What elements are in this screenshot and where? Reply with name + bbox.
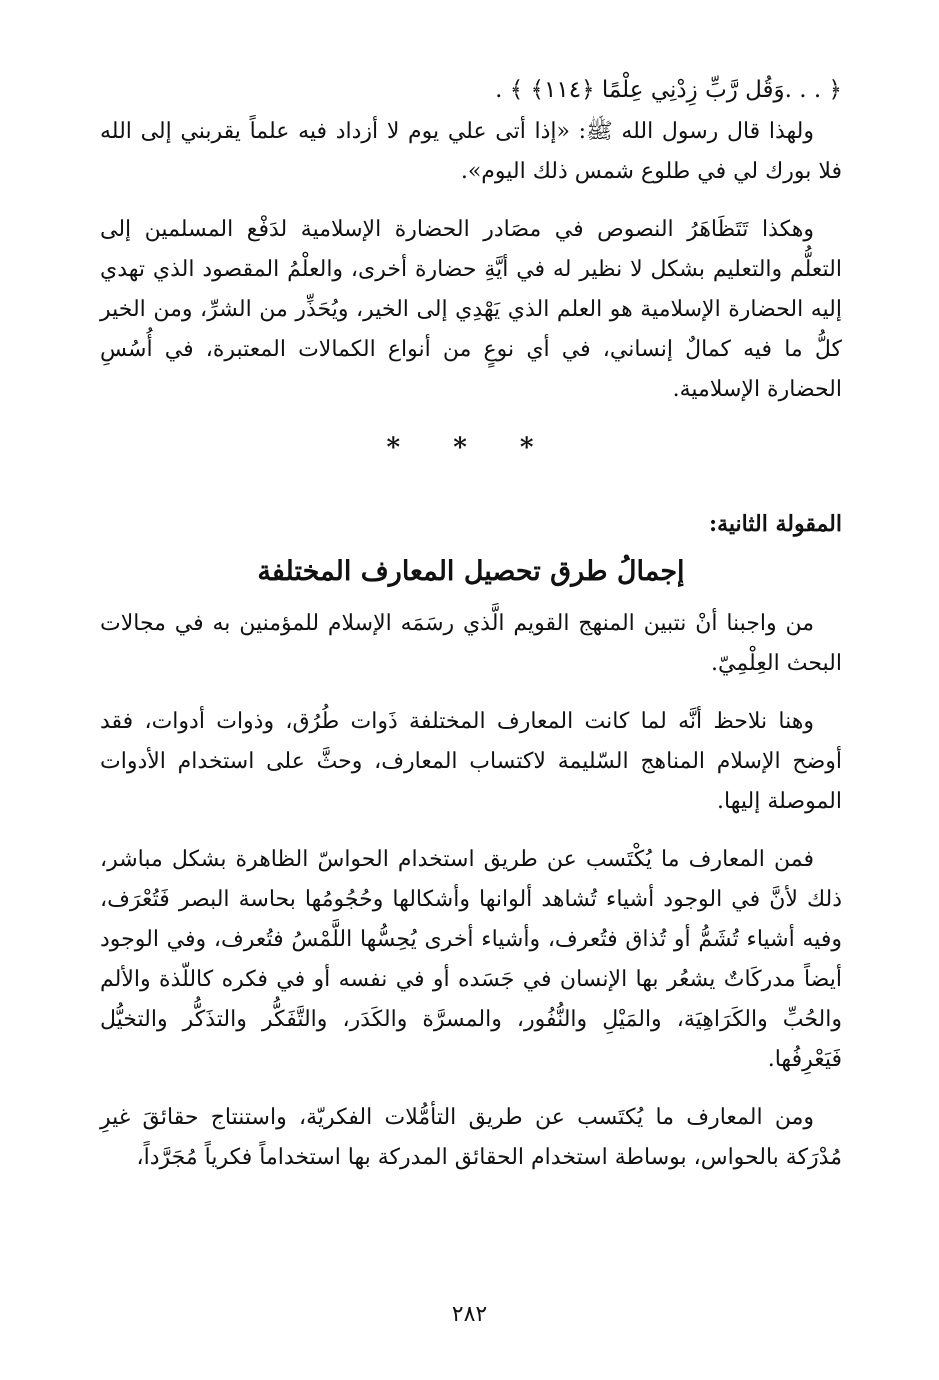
- paragraph-method: من واجبنا أنْ نتبين المنهج القويم الَّذي رسَمَه الإسلام للمؤمنين به في مجالات البحث العِلْمِيّ.: [100, 611, 842, 676]
- page-body: [100, 70, 842, 1196]
- page-number: ٢٨٢: [451, 1302, 488, 1327]
- paragraph-reflection: ومن المعارف ما يُكتَسب عن طريق التأمُّلات الفكريّة، واستنتاج حقائقَ غيرِ مُدْرَكة بالحواس، بوساطة استخدام الحقائق المدركة بها استخداماً فكرياً مُجَرَّداً،: [100, 1105, 842, 1170]
- paragraph-texts-encourage: وهكذا تَتَظَاهَرُ النصوص في مصَادر الحضارة الإسلامية لدَفْع المسلمين إلى التعلُّم والتعليم بشكل لا نظير له في أيَّةِ حضارة أخرى، والعلْمُ المقصود الذي تهدي إليه الحضارة الإسلامية هو العلم الذي يَهْدِي إلى الخير، ويُحَذِّر من الشرِّ، ومن الخير كلُّ ما فيه كمالٌ إنساني، في أي نوعٍ من أنواع الكمالات المعتبرة، في أُسُسِ الحضارة الإسلامية.: [100, 217, 842, 402]
- quranic-quote: ﴿ . . .وَقُل رَّبِّ زِدْنِي عِلْمًا ﴿١١٤﴾ ﴾ .: [495, 77, 842, 103]
- paragraph-hadith: ولهذا قال رسول الله ﷺ: «إذا أتى علي يوم لا أزداد فيه علماً يقربني إلى الله فلا بورك لي في طلوع شمس ذلك اليوم».: [100, 119, 842, 184]
- paragraph-ways-tools: وهنا نلاحظ أنَّه لما كانت المعارف المختلفة ذَوات طُرُق، وذوات أدوات، فقد أوضح الإسلام المناهج السّليمة لاكتساب المعارف، وحثَّ على استخدام الأدوات الموصلة إليها.: [100, 709, 842, 814]
- paragraph-senses: فمن المعارف ما يُكْتَسب عن طريق استخدام الحواسّ الظاهرة بشكل مباشر، ذلك لأنَّ في الوجود أشياء تُشاهد ألوانها وأشكالها وحُجُومُها بحاسة البصر فَتُعْرَف، وفيه أشياء تُشَمُّ أو تُذاق فتُعرف، وأشياء أخرى يُحِسُّها اللَّمْسُ فتُعرف، وفي الوجود أيضاً مدركَاتٌ يشعُر بها الإنسان في جَسَده أو في نفسه أو في فكره كاللّذة والألم والحُبِّ والكَرَاهِيَة، والمَيْلِ والنُّفُور، والمسرَّة والكَدَر، والتَّفَكُّر والتذَكُّر والتخيُّل فَيَعْرِفُها.: [100, 847, 842, 1072]
- section-separator: * * *: [386, 433, 556, 463]
- section-label: المقولة الثانية:: [708, 511, 842, 537]
- section-heading: إجمالُ طرق تحصيل المعارف المختلفة: [257, 556, 685, 587]
